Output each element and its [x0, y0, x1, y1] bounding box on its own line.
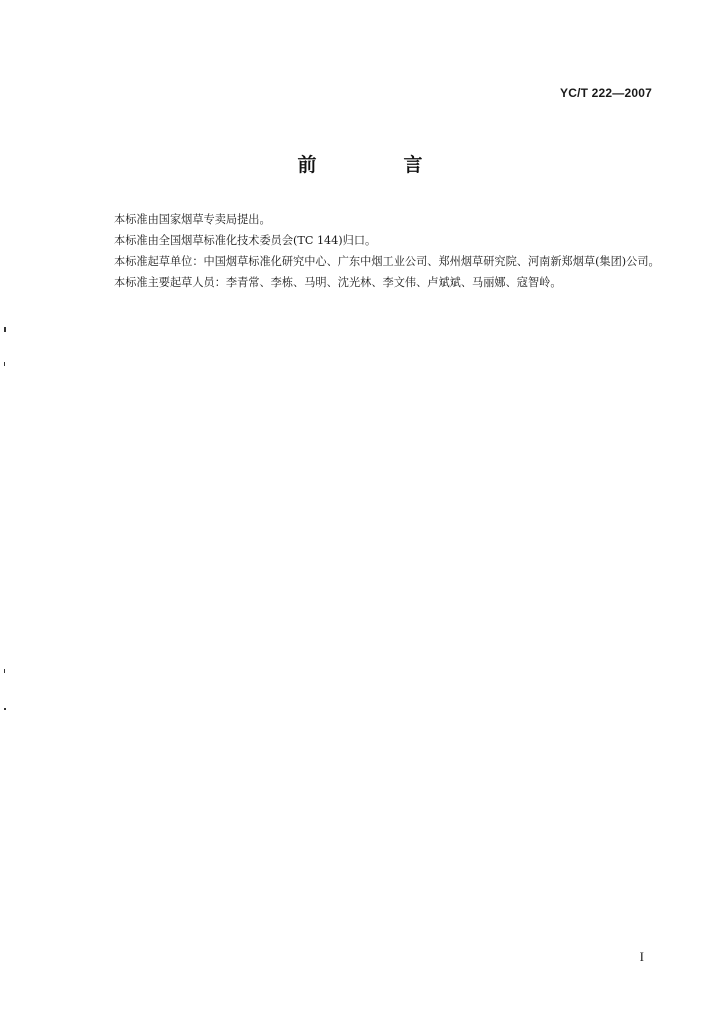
paragraph-drafting-units: 本标准起草单位：中国烟草标准化研究中心、广东中烟工业公司、郑州烟草研究院、河南新郑烟草(集团)公司。	[114, 255, 660, 268]
page-number: I	[639, 949, 644, 964]
page-title: 前 言	[297, 154, 457, 176]
scan-mark	[4, 669, 5, 673]
scan-mark	[4, 327, 6, 332]
scan-mark	[4, 362, 5, 366]
document-code: YC/T 222—2007	[560, 86, 652, 100]
scan-mark	[4, 708, 6, 710]
paragraph-drafters: 本标准主要起草人员：李青常、李栋、马明、沈光林、李文伟、卢斌斌、马丽娜、寇智岭。	[114, 276, 562, 289]
foreword-body	[86, 209, 662, 293]
paragraph-proposer: 本标准由国家烟草专卖局提出。	[114, 213, 271, 226]
paragraph-committee: 本标准由全国烟草标准化技术委员会(TC 144)归口。	[114, 234, 377, 247]
